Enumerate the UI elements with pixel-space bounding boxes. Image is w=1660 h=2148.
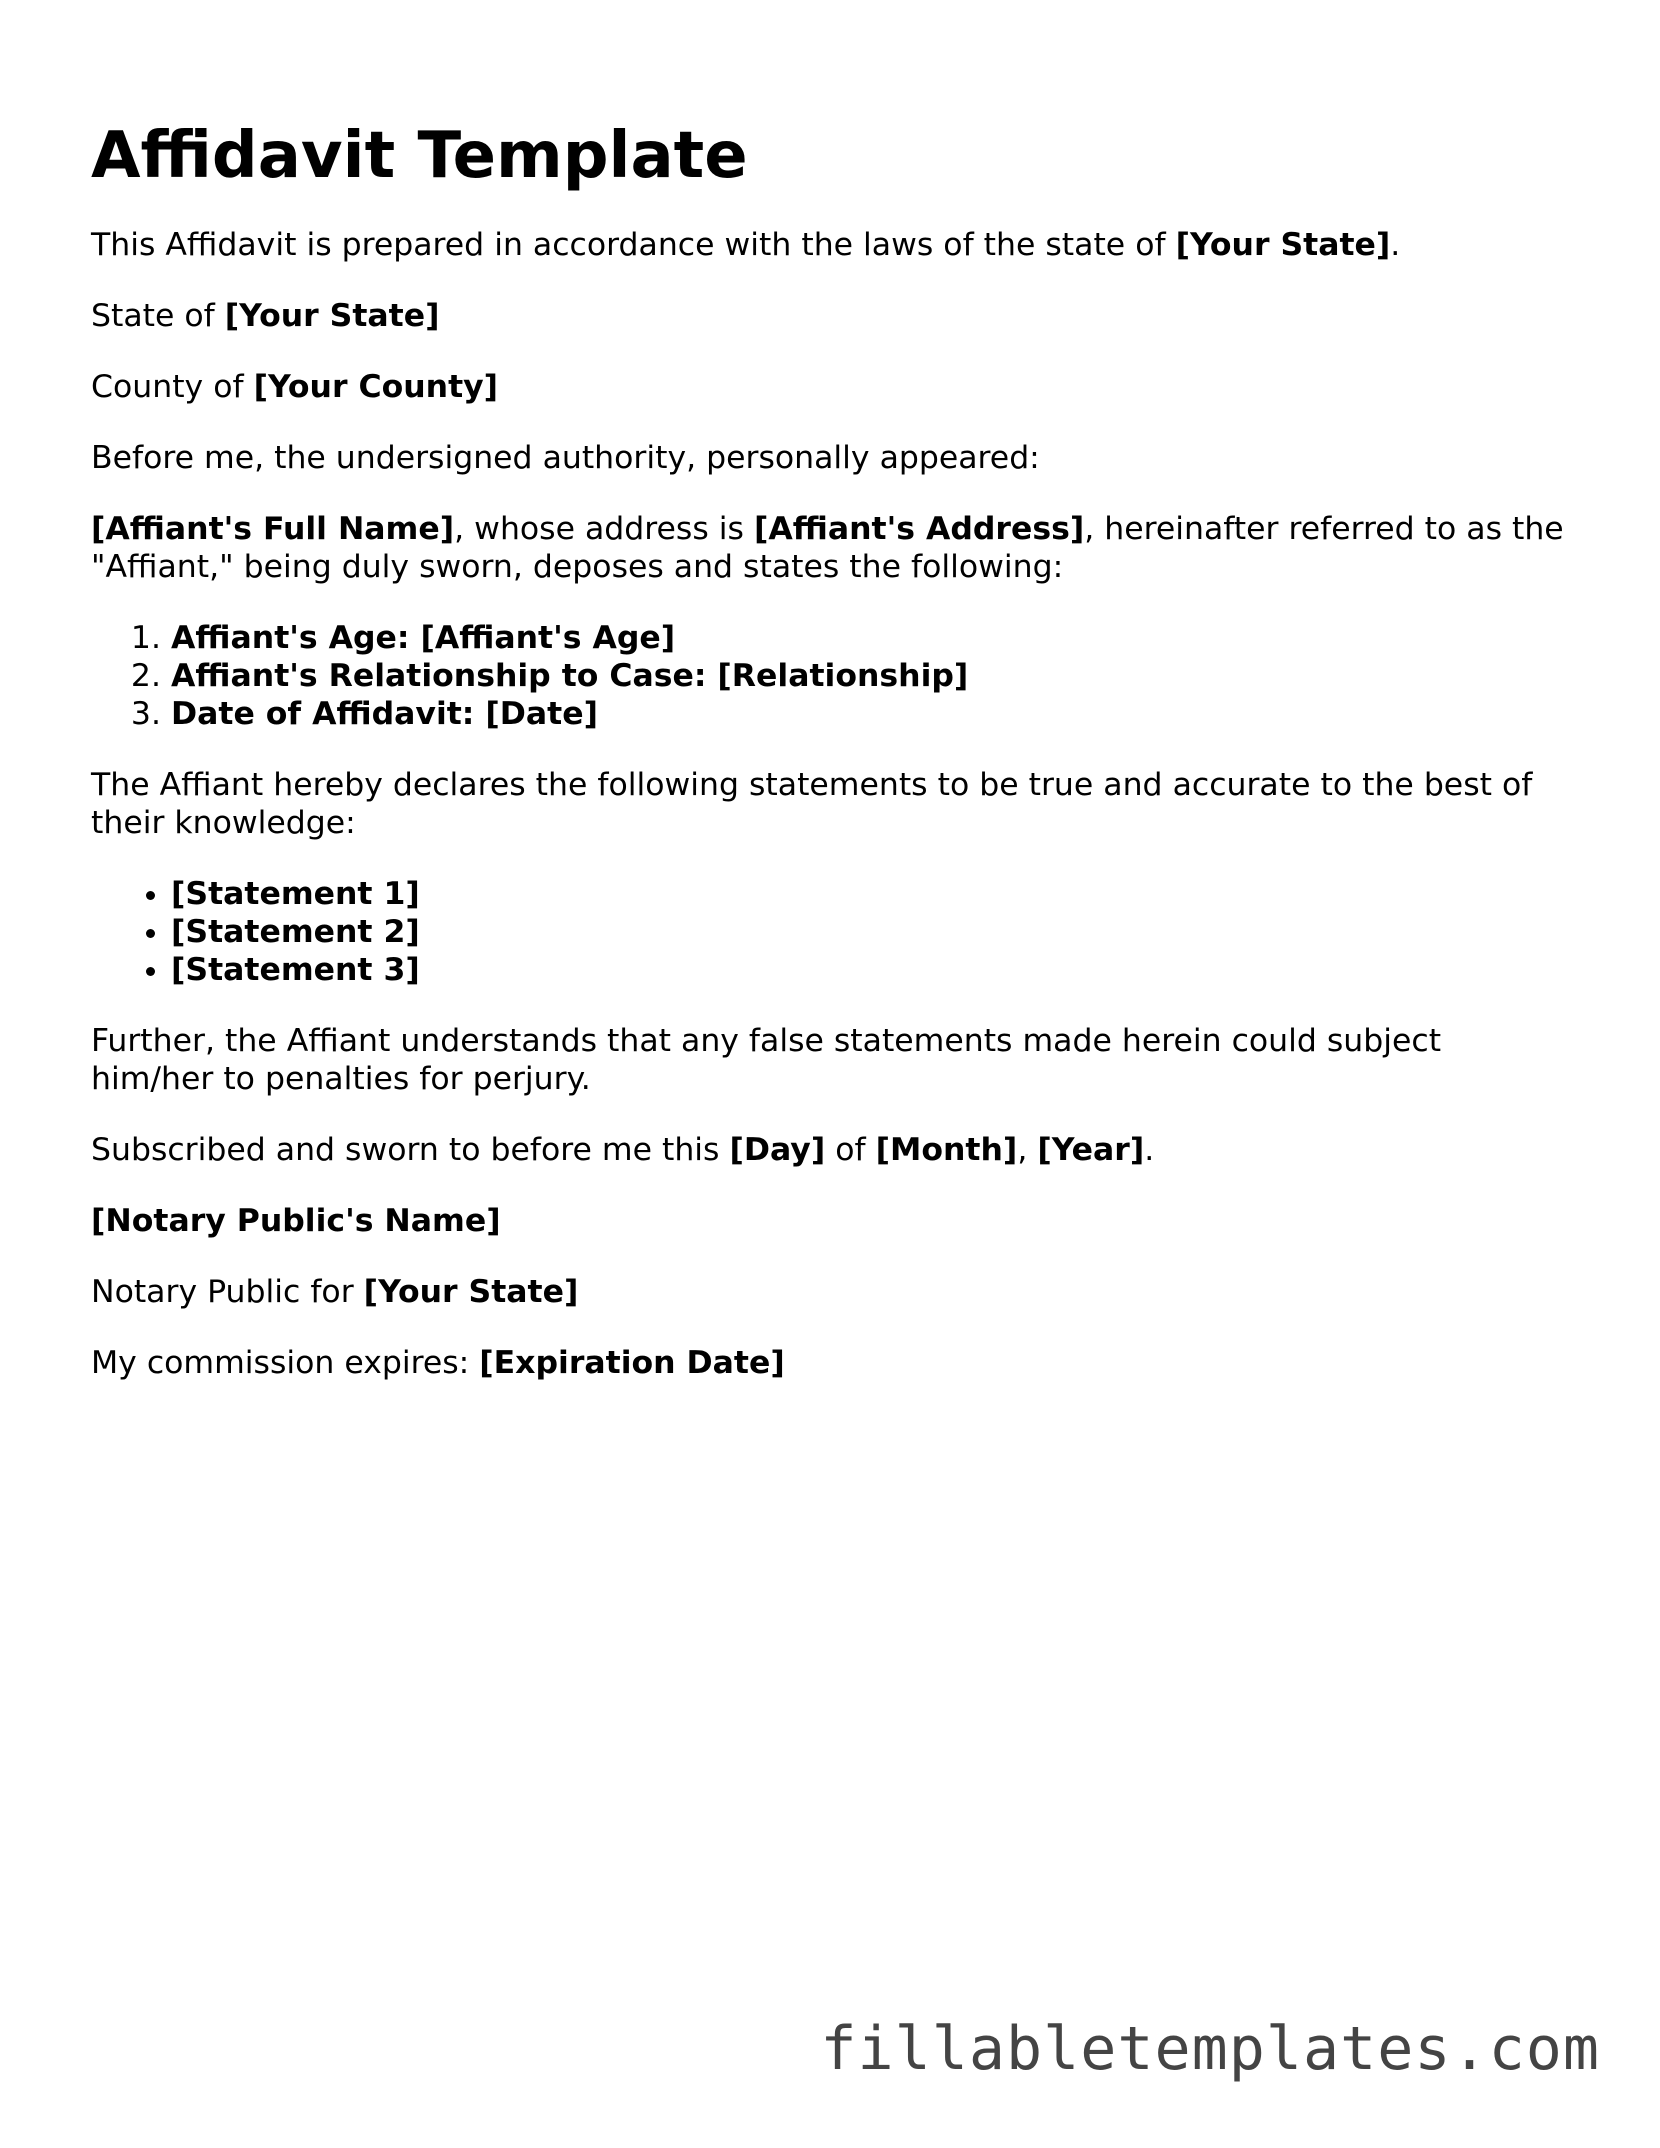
sworn-text: Subscribed and sworn to before me this xyxy=(91,1132,730,1168)
commission-line xyxy=(91,1344,1571,1382)
page-title: Affidavit Template xyxy=(91,119,748,193)
perjury-paragraph: Further, the Affiant understands that any false statements made herein could subject him/her to penalties for perjury. xyxy=(91,1023,1442,1097)
expiration-date-placeholder: [Expiration Date] xyxy=(479,1345,785,1381)
state-placeholder: [Your State] xyxy=(224,298,440,334)
county-placeholder: [Your County] xyxy=(253,369,499,405)
statements-list xyxy=(91,875,1571,989)
sworn-paragraph xyxy=(91,1131,1571,1169)
intro-suffix: . xyxy=(1390,227,1401,263)
list-item xyxy=(171,657,1571,695)
affiant-age-item: Affiant's Age: [Affiant's Age] xyxy=(171,620,676,656)
county-line xyxy=(91,368,1571,406)
before-me-paragraph: Before me, the undersigned authority, personally appeared: xyxy=(91,440,1040,476)
affiant-text-2: , hereinafter referred to as the "Affiant," being duly sworn, deposes and states the following: xyxy=(91,511,1564,585)
notary-name-placeholder: [Notary Public's Name] xyxy=(91,1203,501,1239)
document-page xyxy=(91,112,1571,1415)
statement-2: [Statement 2] xyxy=(171,914,420,950)
statement-1: [Statement 1] xyxy=(171,876,420,912)
affiant-name-placeholder: [Affiant's Full Name] xyxy=(91,511,455,547)
list-item xyxy=(171,619,1571,657)
intro-paragraph xyxy=(91,226,1571,264)
affiant-paragraph xyxy=(91,510,1571,586)
declares-paragraph: The Affiant hereby declares the following statements to be true and accurate to the best of their knowledge: xyxy=(91,767,1533,841)
intro-text: This Affidavit is prepared in accordance with the laws of the state of xyxy=(91,227,1176,263)
intro-state-placeholder: [Your State] xyxy=(1175,227,1391,263)
list-item xyxy=(171,875,1571,913)
sworn-suffix: . xyxy=(1144,1132,1155,1168)
affidavit-date-item: Date of Affidavit: [Date] xyxy=(171,696,598,732)
list-item xyxy=(171,951,1571,989)
sworn-of: of xyxy=(825,1132,876,1168)
affiant-details-list xyxy=(91,619,1571,733)
affiant-address-placeholder: [Affiant's Address] xyxy=(753,511,1085,547)
list-item xyxy=(171,695,1571,733)
notary-state-placeholder: [Your State] xyxy=(363,1274,579,1310)
notary-for-label: Notary Public for xyxy=(91,1274,364,1310)
notary-name-line xyxy=(91,1202,1571,1240)
state-label: State of xyxy=(91,298,225,334)
list-item xyxy=(171,913,1571,951)
notary-for-line xyxy=(91,1273,1571,1311)
affiant-text-1: , whose address is xyxy=(454,511,754,547)
state-line xyxy=(91,297,1571,335)
sworn-comma: , xyxy=(1017,1132,1038,1168)
affiant-relationship-item: Affiant's Relationship to Case: [Relationship] xyxy=(171,658,969,694)
watermark: fillabletemplates.com xyxy=(820,2014,1600,2084)
commission-label: My commission expires: xyxy=(91,1345,480,1381)
year-placeholder: [Year] xyxy=(1037,1132,1145,1168)
county-label: County of xyxy=(91,369,254,405)
statement-3: [Statement 3] xyxy=(171,952,420,988)
day-placeholder: [Day] xyxy=(729,1132,826,1168)
month-placeholder: [Month] xyxy=(875,1132,1018,1168)
